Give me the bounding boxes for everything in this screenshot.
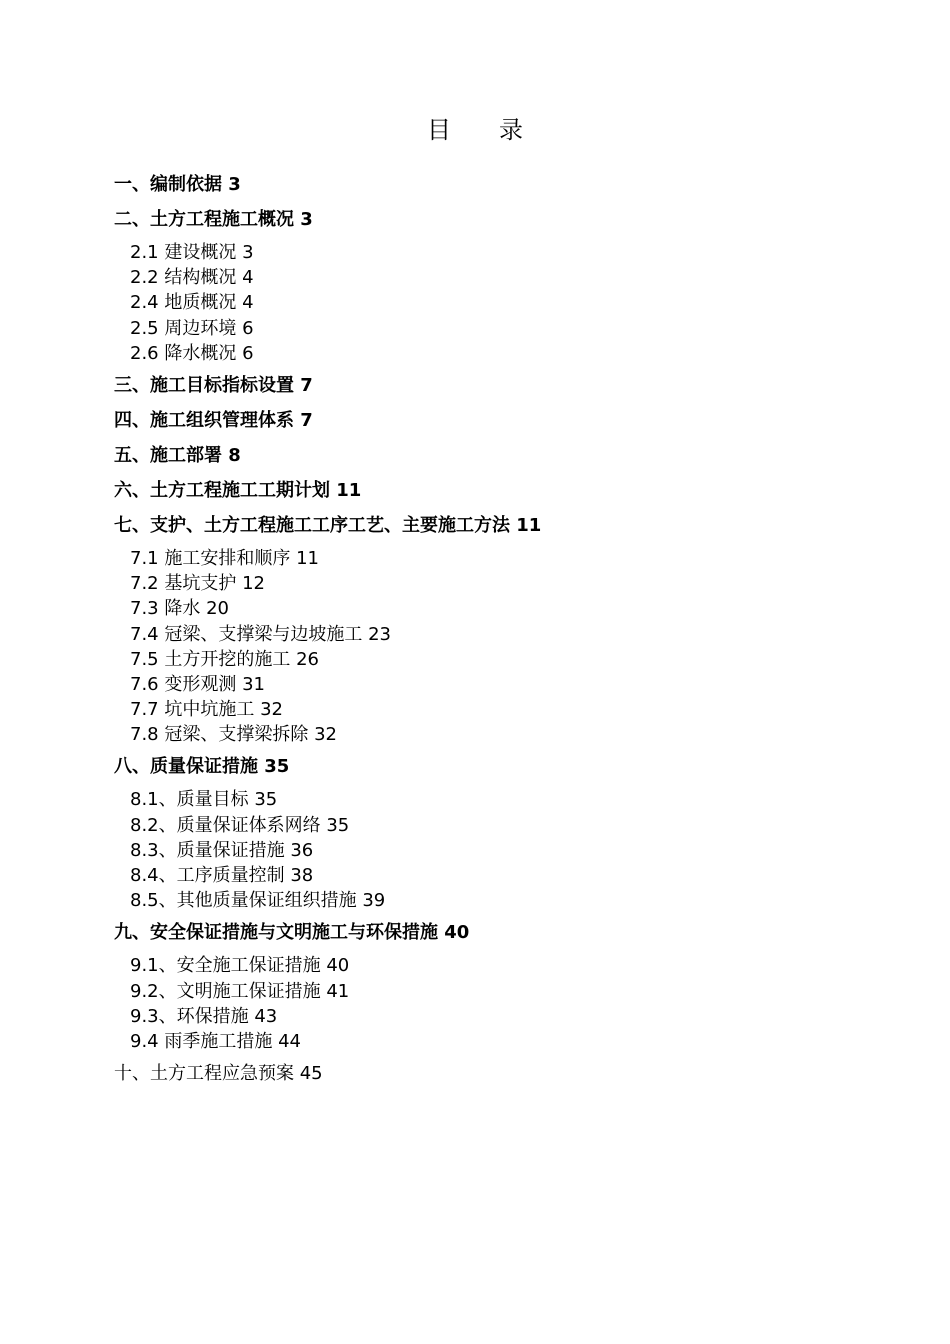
toc-section[interactable]: 2.5 周边环境 6: [130, 317, 254, 339]
toc-section[interactable]: 2.4 地质概况 4: [130, 292, 254, 314]
toc-chapter-9[interactable]: 九、安全保证措施与文明施工与环保措施 40: [114, 922, 470, 944]
toc-chapter-7-sections: [114, 546, 914, 748]
page-title: [0, 114, 950, 146]
toc-section[interactable]: 8.5、其他质量保证组织措施 39: [130, 890, 386, 912]
toc-chapter-4[interactable]: 四、施工组织管理体系 7: [114, 409, 313, 431]
toc-chapter-2[interactable]: 二、土方工程施工概况 3: [114, 209, 313, 230]
toc-section[interactable]: 2.2 结构概况 4: [130, 267, 254, 289]
toc-chapter-9-sections: [114, 953, 914, 1054]
toc-section[interactable]: 9.3、环保措施 43: [130, 1005, 278, 1027]
title-char-left: 目: [427, 116, 451, 144]
toc-section[interactable]: 7.7 坑中坑施工 32: [130, 699, 283, 721]
toc-section[interactable]: 7.2 基坑支护 12: [130, 573, 265, 595]
table-of-contents: [114, 170, 914, 1089]
toc-section[interactable]: 2.1 建设概况 3: [130, 242, 254, 263]
toc-section[interactable]: 8.3、质量保证措施 36: [130, 839, 314, 861]
toc-section[interactable]: 7.8 冠梁、支撑梁拆除 32: [130, 724, 337, 746]
toc-section[interactable]: 9.4 雨季施工措施 44: [130, 1030, 301, 1052]
toc-section[interactable]: 8.4、工序质量控制 38: [130, 865, 314, 886]
toc-section[interactable]: 7.5 土方开挖的施工 26: [130, 648, 319, 670]
toc-chapter-3[interactable]: 三、施工目标指标设置 7: [114, 374, 313, 396]
toc-chapter-8[interactable]: 八、质量保证措施 35: [114, 756, 290, 778]
toc-section[interactable]: 7.6 变形观测 31: [130, 673, 265, 695]
toc-chapter-6[interactable]: 六、土方工程施工工期计划 11: [114, 479, 362, 501]
toc-section[interactable]: 9.1、安全施工保证措施 40: [130, 955, 350, 977]
toc-chapter-8-sections: [114, 787, 914, 913]
toc-chapter-5[interactable]: 五、施工部署 8: [114, 444, 241, 466]
toc-chapter-1[interactable]: 一、编制依据 3: [114, 174, 241, 195]
toc-section[interactable]: 8.2、质量保证体系网络 35: [130, 814, 350, 836]
toc-section[interactable]: 8.1、质量目标 35: [130, 789, 278, 811]
toc-chapter-10[interactable]: 十、土方工程应急预案 45: [114, 1063, 323, 1085]
toc-chapter-7[interactable]: 七、支护、土方工程施工工序工艺、主要施工方法 11: [114, 514, 542, 536]
title-char-right: 录: [499, 116, 523, 144]
toc-chapter-2-sections: [114, 240, 914, 366]
toc-section[interactable]: 7.1 施工安排和顺序 11: [130, 547, 319, 569]
toc-section[interactable]: 7.3 降水 20: [130, 598, 229, 620]
toc-section[interactable]: 2.6 降水概况 6: [130, 342, 254, 364]
toc-section[interactable]: 7.4 冠梁、支撑梁与边坡施工 23: [130, 623, 391, 645]
toc-section[interactable]: 9.2、文明施工保证措施 41: [130, 980, 350, 1002]
